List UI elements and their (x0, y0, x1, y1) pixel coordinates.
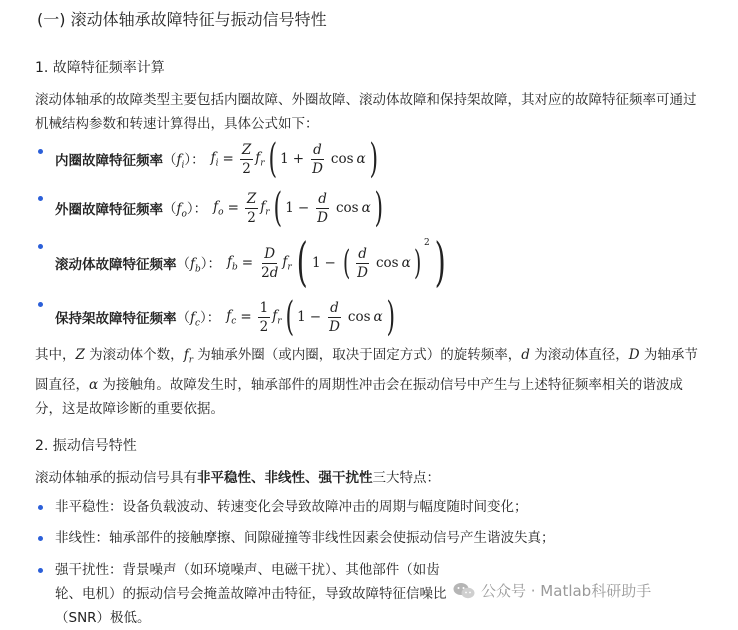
bullet-dot (38, 302, 43, 307)
list-item: 非线性：轴承部件的接触摩擦、间隙碰撞等非线性因素会使振动信号产生谐波失真； (55, 530, 555, 546)
signal-intro-paragraph: 滚动体轴承的振动信号具有非平稳性、非线性、强干扰性三大特点： (35, 470, 440, 486)
bold-traits: 非平稳性、非线性、强干扰性 (197, 470, 373, 486)
formula-outer-race: 外圈故障特征频率 $(f_o)$： $f_o$ = $\frac{Z}{2}$ $f_r$ ( 1 − $\frac{d}{D}$ cos α ) (55, 185, 383, 231)
bullet-dot (38, 536, 43, 541)
formula-label: 滚动体故障特征频率 (55, 257, 177, 273)
explanation-paragraph: 其中，Z 为滚动体个数，$f_r$ 为轴承外圈（或内圈，取决于固定方式）的旋转频率，d 为滚动体直径，D 为轴承节圆直径，α 为接触角。故障发生时，轴承部件的周期性冲击会在振动信号中产生与上述特征频率相关的谐波成分，这是故障诊断的重要依据。 (35, 347, 698, 417)
watermark-text: 公众号 · Matlab科研助手 (481, 582, 652, 600)
bullet-dot (38, 568, 43, 573)
bullet-dot (38, 244, 43, 249)
list-item: 强干扰性：背景噪声（如环境噪声、电磁干扰）、其他部件（如齿轮、电机）的振动信号会掩盖故障冲击特征，导致故障特征信噪比（SNR）极低。 (55, 562, 447, 626)
formula-inner-race: 内圈故障特征频率 $(f_i)$： $f_i$ = $\frac{Z}{2}$ $f_r$ ( 1 + $\frac{d}{D}$ cos α ) (55, 136, 378, 182)
formula-rolling-element: 滚动体故障特征频率 $(f_b)$： $f_b$ = $\frac{D}{2d}$ $f_r$ ( 1 − ( $\frac{d}{D}$ cos α ) 2 ) (55, 233, 446, 293)
bullet-dot (38, 505, 43, 510)
bullet-dot (38, 196, 43, 201)
section-title: (一) 滚动体轴承故障特征与振动信号特性 (37, 10, 327, 29)
formula-label: 内圈故障特征频率 (55, 153, 163, 169)
watermark (453, 580, 651, 601)
wechat-icon (453, 582, 475, 600)
subsection-title-1: 1. 故障特征频率计算 (35, 60, 165, 76)
subsection-title-2: 2. 振动信号特性 (35, 438, 137, 454)
formula-cage: 保持架故障特征频率 $(f_c)$： $f_c$ = $\frac{1}{2}$ $f_r$ ( 1 − $\frac{d}{D}$ cos α ) (55, 294, 395, 340)
bullet-dot (38, 149, 43, 154)
formula-label: 外圈故障特征频率 (55, 202, 163, 218)
intro-paragraph: 滚动体轴承的故障类型主要包括内圈故障、外圈故障、滚动体故障和保持架故障，其对应的故障特征频率可通过机械结构参数和转速计算得出，具体公式如下： (35, 92, 697, 132)
list-item: 非平稳性：设备负载波动、转速变化会导致故障冲击的周期与幅度随时间变化； (55, 499, 528, 515)
formula-label: 保持架故障特征频率 (55, 311, 177, 327)
